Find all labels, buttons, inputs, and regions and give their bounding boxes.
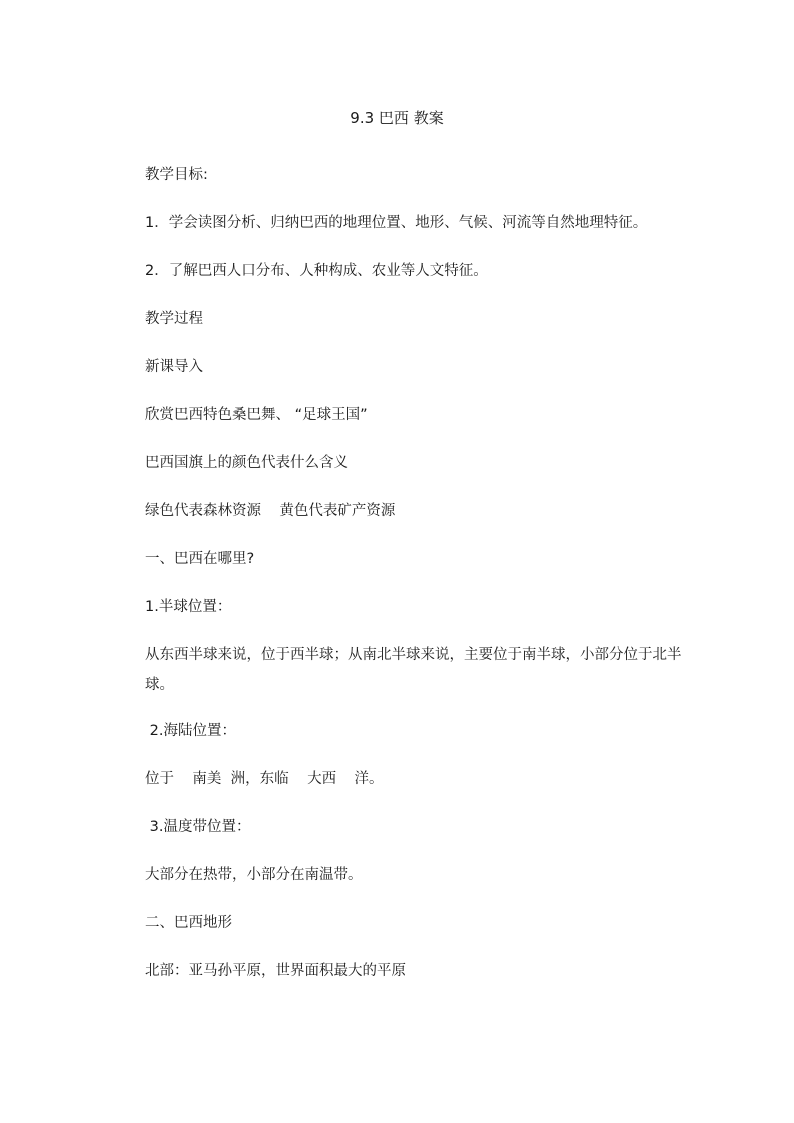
hemisphere-heading: 1.半球位置： [145,599,232,615]
section-1-heading: 一、巴西在哪里? [145,551,255,567]
objective-1: 1．学会读图分析、归纳巴西的地理位置、地形、气候、河流等自然地理特征。 [145,215,648,231]
flag-colors: 绿色代表森林资源 黄色代表矿产资源 [145,503,396,519]
document-title: 9.3 巴西 教案 [350,109,444,127]
section-2-heading: 二、巴西地形 [145,915,232,931]
objectives-heading: 教学目标: [145,167,208,183]
sea-land-heading: 2.海陆位置： [145,723,236,739]
intro-heading: 新课导入 [145,359,203,375]
intro-samba-football: 欣赏巴西特色桑巴舞、 “足球王国” [145,407,368,423]
hemisphere-text: 从东西半球来说，位于西半球；从南北半球来说，主要位于南半球，小部分位于北半球。 [145,647,682,693]
flag-question: 巴西国旗上的颜色代表什么含义 [145,455,348,471]
objective-2: 2．了解巴西人口分布、人种构成、农业等人文特征。 [145,263,488,279]
terrain-north: 北部：亚马孙平原，世界面积最大的平原 [145,963,406,979]
temperature-zone-heading: 3.温度带位置： [145,819,251,835]
sea-land-text: 位于 南美 洲，东临 大西 洋。 [145,771,384,787]
process-heading: 教学过程 [145,311,203,327]
temperature-zone-text: 大部分在热带，小部分在南温带。 [145,867,363,883]
